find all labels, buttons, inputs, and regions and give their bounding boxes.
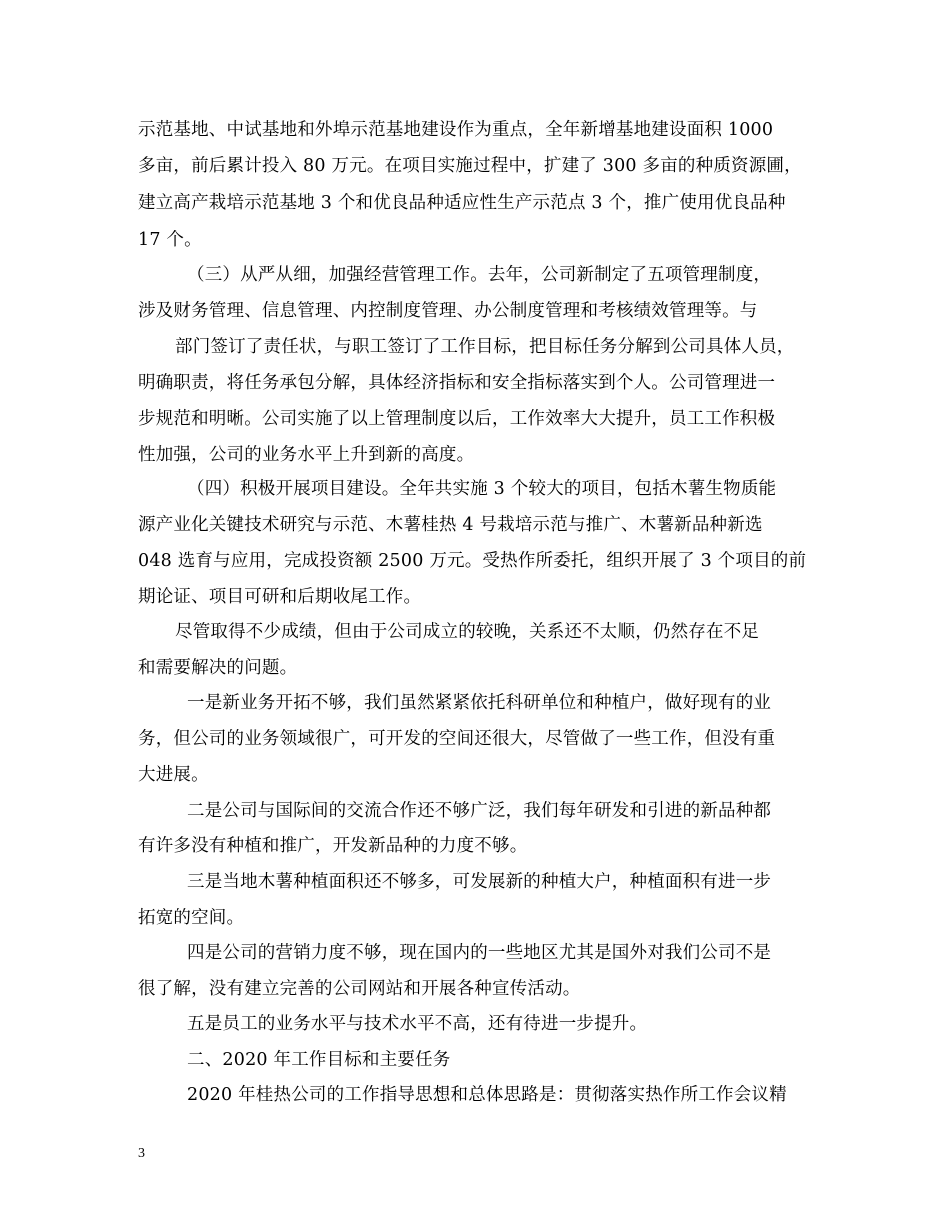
text-line-28: 2020 年桂热公司的工作指导思想和总体思路是：贯彻落实热作所工作会议精 bbox=[187, 1085, 787, 1105]
section-heading: 二、2020 年工作目标和主要任务 bbox=[187, 1050, 451, 1070]
text-line-8: 明确职责，将任务承包分解，具体经济指标和安全指标落实到个人。公司管理进一 bbox=[138, 373, 776, 393]
text-line-14: 期论证、项目可研和后期收尾工作。 bbox=[138, 587, 422, 607]
text-line-7: 部门签订了责任状，与职工签订了工作目标，把目标任务分解到公司具体人员， bbox=[175, 337, 795, 357]
text-line-4: 17 个。 bbox=[138, 230, 202, 250]
text-line-21: 有许多没有种植和推广，开发新品种的力度不够。 bbox=[138, 836, 528, 856]
text-line-23: 拓宽的空间。 bbox=[138, 908, 245, 928]
text-line-24: 四是公司的营销力度不够，现在国内的一些地区尤其是国外对我们公司不是 bbox=[187, 943, 772, 963]
text-line-26: 五是员工的业务水平与技术水平不高，还有待进一步提升。 bbox=[187, 1014, 648, 1034]
text-line-20: 二是公司与国际间的交流合作还不够广泛，我们每年研发和引进的新品种都 bbox=[187, 801, 772, 821]
page-number: 3 bbox=[138, 1146, 145, 1161]
text-line-6: 涉及财务管理、信息管理、内控制度管理、办公制度管理和考核绩效管理等。与 bbox=[138, 301, 758, 321]
text-line-16: 和需要解决的问题。 bbox=[138, 658, 298, 678]
text-line-19: 大进展。 bbox=[138, 765, 209, 785]
text-line-22: 三是当地木薯种植面积还不够多，可发展新的种植大户，种植面积有进一步 bbox=[187, 872, 772, 892]
text-line-18: 务，但公司的业务领域很广，可开发的空间还很大，尽管做了一些工作，但没有重 bbox=[138, 729, 776, 749]
text-line-15: 尽管取得不少成绩，但由于公司成立的较晚，关系还不太顺，仍然存在不足 bbox=[175, 622, 760, 642]
text-line-3: 建立高产栽培示范基地 3 个和优良品种适应性生产示范点 3 个，推广使用优良品种 bbox=[138, 193, 786, 213]
text-line-1: 示范基地、中试基地和外埠示范基地建设作为重点，全年新增基地建设面积 1000 bbox=[138, 120, 774, 140]
text-line-17: 一是新业务开拓不够，我们虽然紧紧依托科研单位和种植户，做好现有的业 bbox=[187, 693, 772, 713]
text-line-5: （三）从严从细，加强经营管理工作。去年，公司新制定了五项管理制度， bbox=[187, 265, 772, 285]
text-line-25: 很了解，没有建立完善的公司网站和开展各种宣传活动。 bbox=[138, 979, 581, 999]
text-line-11: （四）积极开展项目建设。全年共实施 3 个较大的项目，包括木薯生物质能 bbox=[187, 479, 777, 499]
text-line-13: 048 选育与应用，完成投资额 2500 万元。受热作所委托，组织开展了 3 个项目的前 bbox=[138, 551, 807, 571]
text-line-12: 源产业化关键技术研究与示范、木薯桂热 4 号栽培示范与推广、木薯新品种新选 bbox=[138, 515, 763, 535]
text-line-2: 多亩，前后累计投入 80 万元。在项目实施过程中，扩建了 300 多亩的种质资源圃， bbox=[138, 156, 802, 176]
text-line-9: 步规范和明晰。公司实施了以上管理制度以后，工作效率大大提升，员工工作积极 bbox=[138, 409, 776, 429]
text-line-10: 性加强，公司的业务水平上升到新的高度。 bbox=[138, 445, 475, 465]
